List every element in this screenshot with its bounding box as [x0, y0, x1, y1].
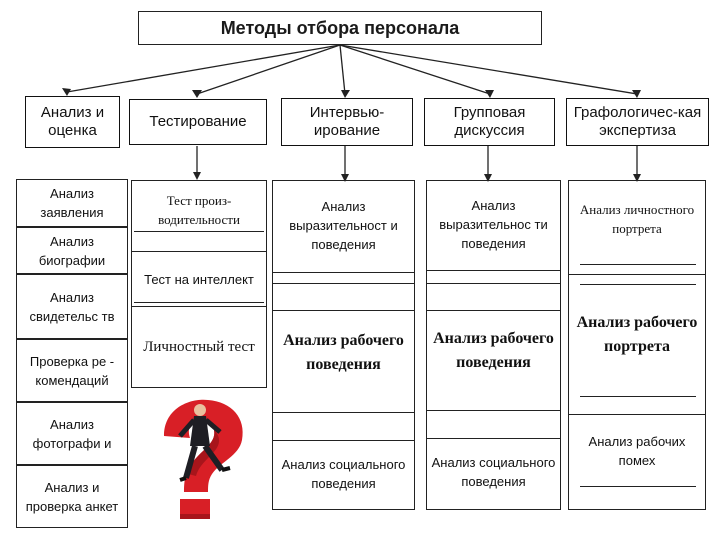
category-testing: Тестирование	[129, 99, 267, 145]
item-application-analysis: Анализ заявления	[16, 179, 128, 227]
item-work-interference: Анализ рабочих помех	[588, 434, 686, 468]
item-social-behavior-analysis: Анализ социального поведения	[281, 457, 406, 491]
item-work-behavior-analysis: Анализ рабочего поведения	[283, 332, 404, 373]
divider	[426, 410, 561, 411]
underline	[134, 231, 264, 232]
item-personality-test: Личностный тест	[143, 338, 255, 355]
item-references-check: Проверка ре - комендаций	[16, 339, 128, 402]
category-graphology: Графологичес-кая экспертиза	[566, 98, 709, 146]
category-analysis: Анализ и оценка	[25, 96, 120, 148]
item-photo-analysis: Анализ фотографи и	[16, 402, 128, 465]
question-mark-figure-icon	[150, 396, 260, 521]
divider	[568, 414, 706, 415]
item-performance-test: Тест произ-водительности	[158, 193, 240, 227]
underline	[134, 302, 264, 303]
item-social-behavior-analysis-2: Анализ социального поведения	[431, 455, 556, 489]
divider	[272, 310, 415, 311]
item-questionnaire-check: Анализ и проверка анкет	[16, 465, 128, 528]
item-work-portrait: Анализ рабочего портрета	[576, 314, 698, 355]
item-biography-analysis: Анализ биографии	[16, 227, 128, 274]
divider	[131, 306, 267, 307]
divider	[426, 270, 561, 271]
divider	[131, 251, 267, 252]
item-personality-portrait: Анализ личностного портрета	[579, 202, 695, 236]
divider	[272, 412, 415, 413]
underline	[580, 284, 696, 285]
divider	[272, 283, 415, 284]
underline	[580, 486, 696, 487]
divider	[568, 274, 706, 275]
category-group-discussion: Групповая дискуссия	[424, 98, 555, 146]
underline	[580, 264, 696, 265]
item-work-behavior-analysis-2: Анализ рабочего поведения	[433, 330, 554, 371]
item-certificates-analysis: Анализ свидетельс тв	[16, 274, 128, 339]
divider	[272, 440, 415, 441]
divider	[426, 438, 561, 439]
page-title: Методы отбора персонала	[138, 11, 542, 45]
item-expressiveness-analysis: Анализ выразительност и поведения	[289, 198, 398, 252]
item-expressiveness-analysis-2: Анализ выразительнос ти поведения	[439, 197, 548, 251]
divider	[426, 283, 561, 284]
category-interview: Интервью-ирование	[281, 98, 413, 146]
divider	[272, 272, 415, 273]
underline	[580, 396, 696, 397]
item-intelligence-test: Тест на интеллект	[144, 271, 254, 287]
